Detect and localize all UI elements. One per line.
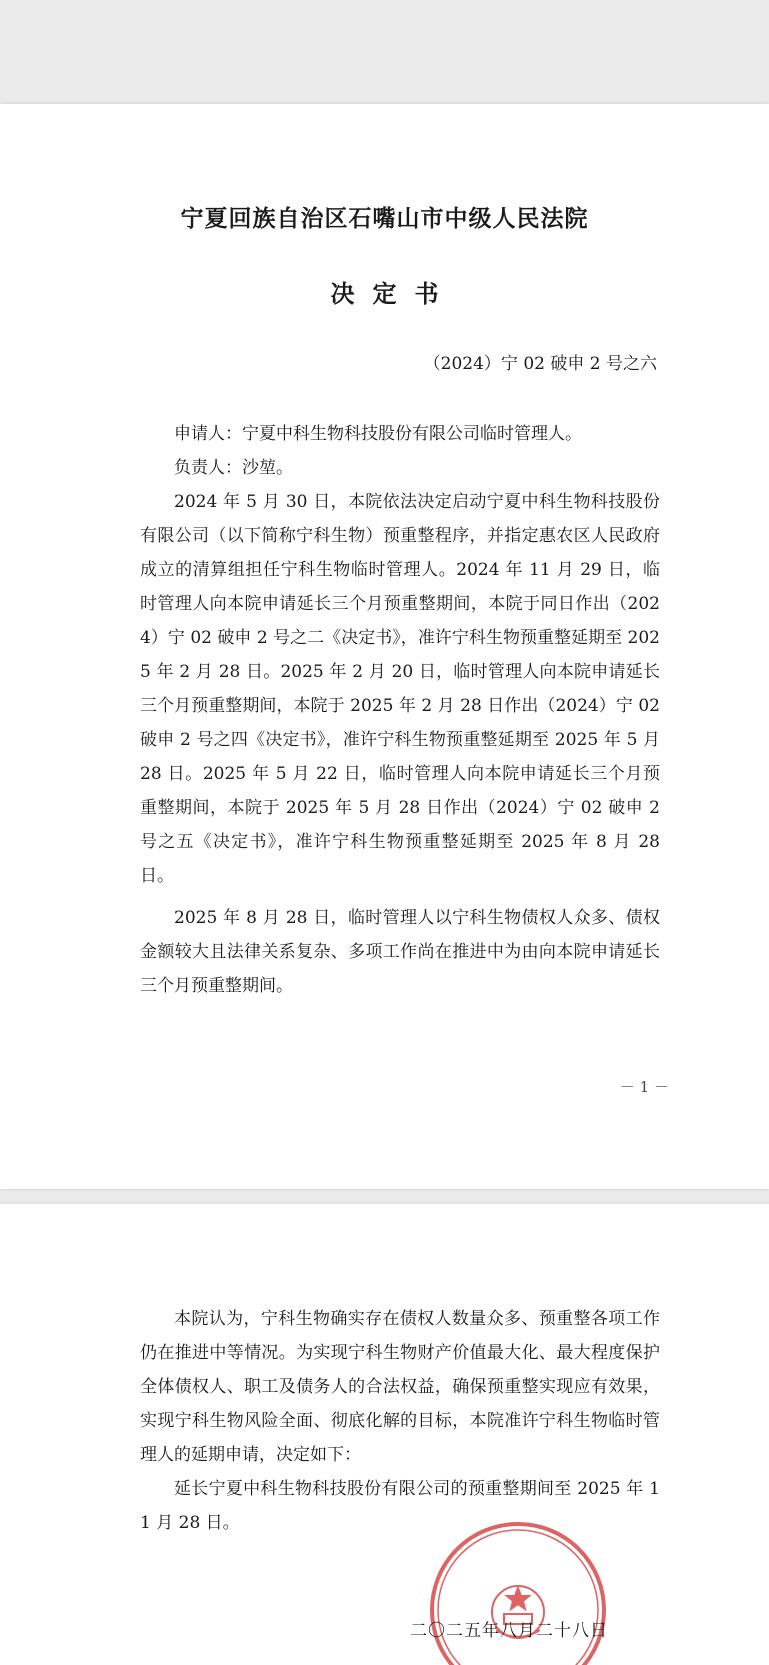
court-name: 宁夏回族自治区石嘴山市中级人民法院 [180, 205, 589, 232]
document-page-2 [0, 1204, 769, 1665]
principal-line: 负责人：沙堃。 [174, 458, 293, 478]
document-page-1 [0, 104, 769, 1189]
case-number: （2024）宁 02 破申 2 号之六 [423, 354, 657, 374]
body-paragraph-3: 本院认为，宁科生物确实存在债权人数量众多、预重整各项工作仍在推进中等情况。为实现宁科生物财产价值最大化、最大程度保护全体债权人、职工及债务人的合法权益，确保预重整实现应有效果，实现宁科生物风险全面、彻底化解的目标，本院准许宁科生物临时管理人的延期申请，决定如下： [140, 1309, 660, 1465]
decision-paragraph: 延长宁夏中科生物科技股份有限公司的预重整期间至 2025 年 11 月 28 日。 [140, 1479, 660, 1533]
page-number: － 1 － [619, 1078, 669, 1096]
document-title: 决定书 [330, 279, 457, 308]
applicant-line: 申请人：宁夏中科生物科技股份有限公司临时管理人。 [174, 424, 582, 444]
court-seal [428, 1520, 608, 1665]
body-paragraph-1: 2024 年 5 月 30 日，本院依法决定启动宁夏中科生物科技股份有限公司（以下简称宁科生物）预重整程序，并指定惠农区人民政府成立的清算组担任宁科生物临时管理人。2024 年 11 月 29 日，临时管理人向本院申请延长三个月预重整期间，本院于同日作出（2024）宁 02 破申 2 号之二《决定书》，准许宁科生物预重整延期至 2025 年 2 月 28 日。2025 年 2 月 20 日，临时管理人向本院申请延长三个月预重整期间，本院于 2025 年 2 月 28 日作出（2024）宁 02 破申 2 号之四《决定书》，准许宁科生物预重整延期至 2025 年 5 月 28 日。2025 年 5 月 22 日，临时管理人向本院申请延长三个月预重整期间，本院于 2025 年 5 月 28 日作出（2024）宁 02 破申 2 号之五《决定书》，准许宁科生物预重整延期至 2025 年 8 月 28 日。 [140, 492, 660, 886]
decision-date: 二〇二五年八月二十八日 [410, 1621, 608, 1641]
body-paragraph-2: 2025 年 8 月 28 日，临时管理人以宁科生物债权人众多、债权金额较大且法律关系复杂、多项工作尚在推进中为由向本院申请延长三个月预重整期间。 [140, 908, 660, 996]
